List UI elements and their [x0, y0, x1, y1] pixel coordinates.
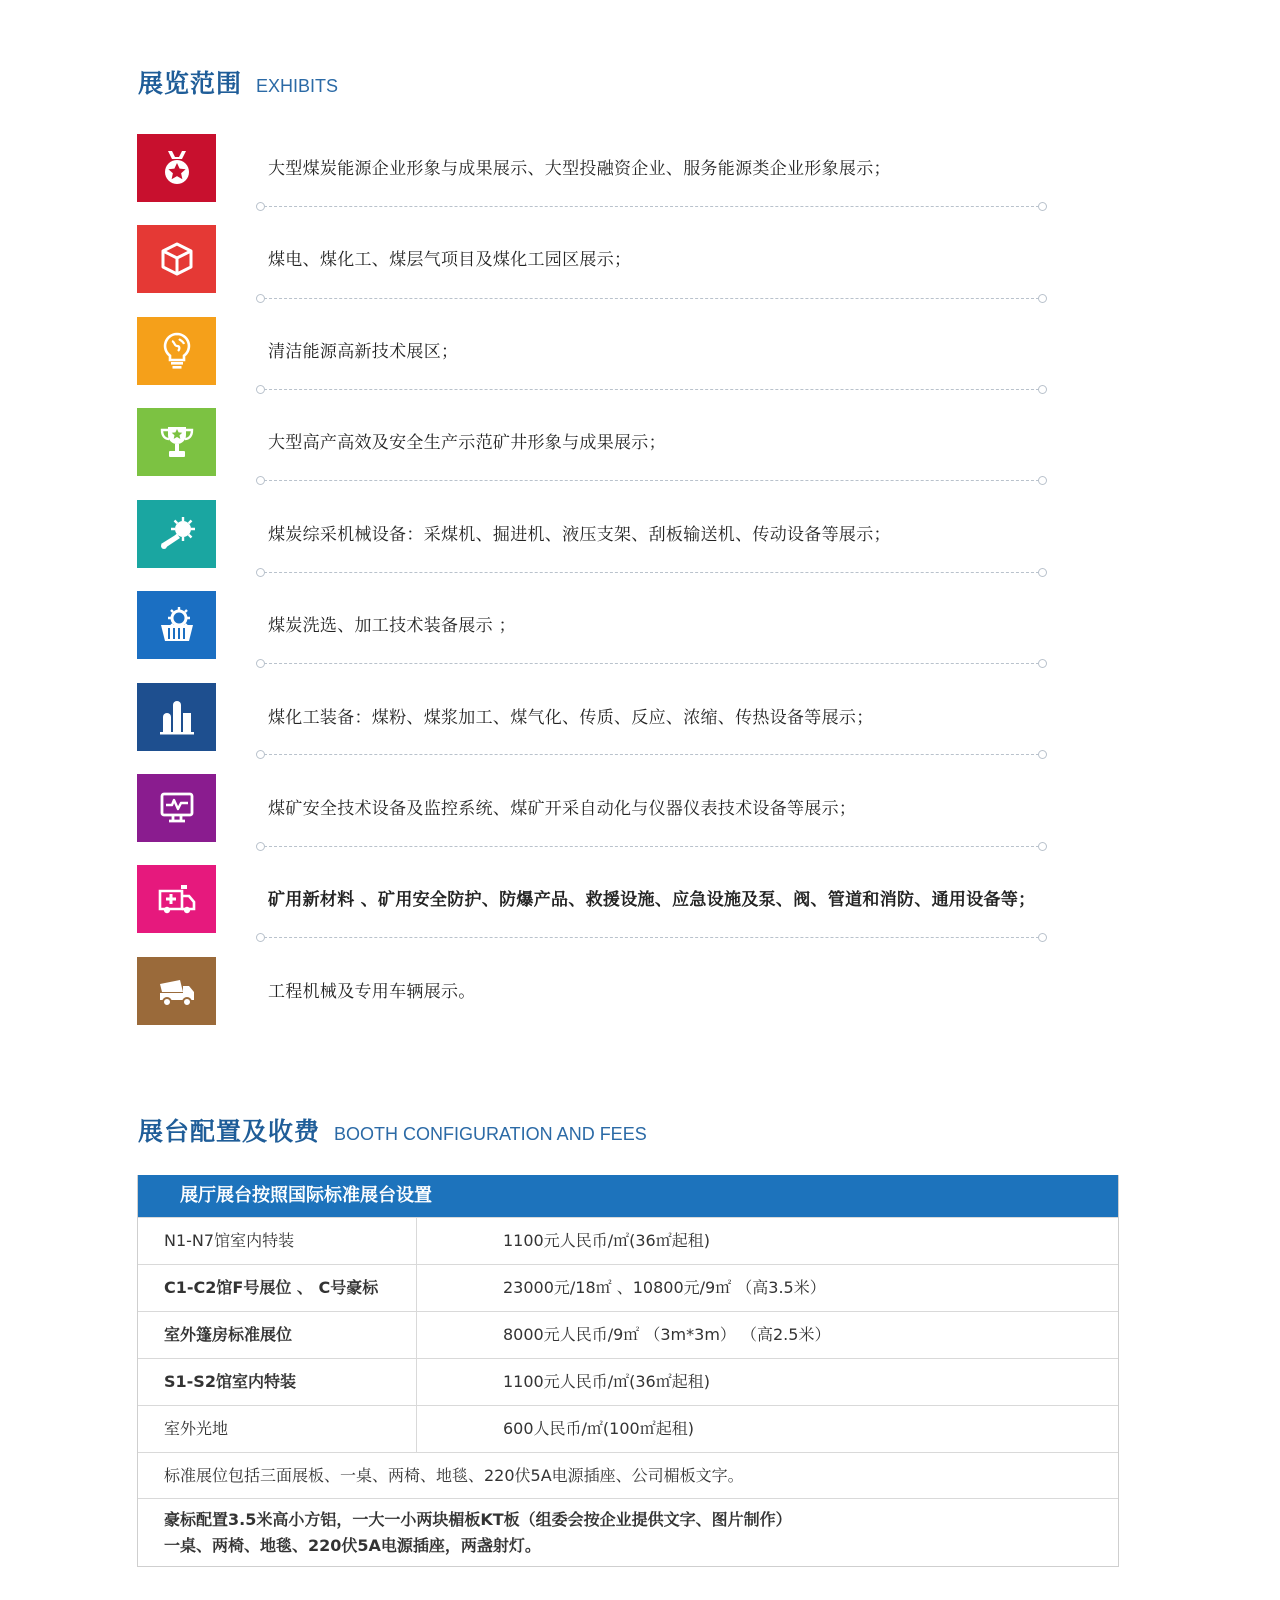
booth-fee-table: [137, 1175, 1119, 1567]
booth-type-cell: 室外篷房标准展位: [138, 1312, 417, 1358]
booth-fee-cell: 8000元人民币/9㎡ （3m*3m） （高2.5米）: [503, 1325, 831, 1344]
dotted-separator: [256, 933, 1047, 943]
lightbulb-globe-icon: [137, 317, 216, 385]
monitor-pulse-icon: [137, 774, 216, 842]
booth-type-cell: N1-N7馆室内特装: [138, 1218, 417, 1264]
luxury-note-line2: 一桌、两椅、地毯、220伏5A电源插座，两盏射灯。: [164, 1536, 541, 1555]
exhibit-item: [137, 774, 1137, 842]
exhibit-item: [137, 500, 1137, 568]
booth-fee-cell: 23000元/18㎡ 、10800元/9㎡ （高3.5米）: [503, 1278, 826, 1297]
exhibit-item-text: 煤矿安全技术设备及监控系统、煤矿开采自动化与仪器仪表技术设备等展示；: [268, 799, 857, 819]
exhibit-item-text: 煤炭综采机械设备：采煤机、掘进机、液压支架、刮板输送机、传动设备等展示；: [268, 525, 891, 545]
exhibits-title-en: EXHIBITS: [256, 76, 339, 96]
table-row: [138, 1405, 1118, 1452]
exhibit-item: [137, 408, 1137, 476]
dotted-separator: [256, 294, 1047, 304]
dotted-separator: [256, 842, 1047, 852]
exhibit-item-text: 工程机械及专用车辆展示。: [268, 982, 476, 1002]
trophy-icon: [137, 408, 216, 476]
booth-fee-cell: 1100元人民币/㎡(36㎡起租): [503, 1231, 710, 1250]
table-row: [138, 1358, 1118, 1405]
exhibit-item: [137, 317, 1137, 385]
booth-section-title: [138, 1112, 647, 1148]
booth-fee-cell: 1100元人民币/㎡(36㎡起租): [503, 1372, 710, 1391]
dotted-separator: [256, 476, 1047, 486]
standard-booth-note: 标准展位包括三面展板、一桌、两椅、地毯、220伏5A电源插座、公司楣板文字。: [138, 1452, 1118, 1498]
exhibit-item-text: 煤炭洗选、加工技术装备展示 ；: [268, 616, 516, 636]
exhibit-item-text: 大型高产高效及安全生产示范矿井形象与成果展示；: [268, 433, 666, 453]
exhibit-item: [137, 225, 1137, 293]
exhibit-item: [137, 683, 1137, 751]
booth-type-cell: C1-C2馆F号展位 、 C号豪标: [138, 1265, 417, 1311]
fee-table-header: 展厅展台按照国际标准展台设置: [138, 1175, 1118, 1217]
dotted-separator: [256, 385, 1047, 395]
luxury-note-line1: 豪标配置3.5米高小方铝，一大一小两块楣板KT板（组委会按企业提供文字、图片制作）: [164, 1510, 792, 1529]
luxury-booth-note: [138, 1498, 1118, 1566]
exhibit-item: [137, 134, 1137, 202]
booth-title-en: BOOTH CONFIGURATION AND FEES: [334, 1124, 647, 1144]
coal-washer-icon: [137, 591, 216, 659]
exhibit-item: [137, 591, 1137, 659]
dotted-separator: [256, 202, 1047, 212]
factory-icon: [137, 683, 216, 751]
exhibit-item-text: 大型煤炭能源企业形象与成果展示、大型投融资企业、服务能源类企业形象展示；: [268, 159, 891, 179]
table-row: [138, 1264, 1118, 1311]
exhibit-item-text: 煤电、煤化工、煤层气项目及煤化工园区展示；: [268, 250, 632, 270]
dotted-separator: [256, 659, 1047, 669]
ambulance-icon: [137, 865, 216, 933]
booth-type-cell: 室外光地: [138, 1406, 417, 1452]
medal-star-icon: [137, 134, 216, 202]
exhibit-item-text: 清洁能源高新技术展区；: [268, 342, 459, 362]
table-row: [138, 1311, 1118, 1358]
exhibit-item: [137, 865, 1137, 933]
exhibit-item-text: 煤化工装备：煤粉、煤浆加工、煤气化、传质、反应、浓缩、传热设备等展示；: [268, 708, 874, 728]
dotted-separator: [256, 750, 1047, 760]
booth-title-zh: 展台配置及收费: [138, 1117, 321, 1146]
exhibits-section-title: [138, 64, 338, 100]
table-row: [138, 1217, 1118, 1264]
dotted-separator: [256, 568, 1047, 578]
booth-type-cell: S1-S2馆室内特装: [138, 1359, 417, 1405]
booth-fee-cell: 600人民币/㎡(100㎡起租): [503, 1419, 694, 1438]
dump-truck-icon: [137, 957, 216, 1025]
coal-cutter-icon: [137, 500, 216, 568]
exhibits-title-zh: 展览范围: [138, 69, 243, 98]
cube-icon: [137, 225, 216, 293]
exhibit-item: [137, 957, 1137, 1025]
exhibit-item-text: 矿用新材料 、矿用安全防护、防爆产品、救援设施、应急设施及泵、阀、管道和消防、通用设备等；: [268, 890, 1036, 910]
